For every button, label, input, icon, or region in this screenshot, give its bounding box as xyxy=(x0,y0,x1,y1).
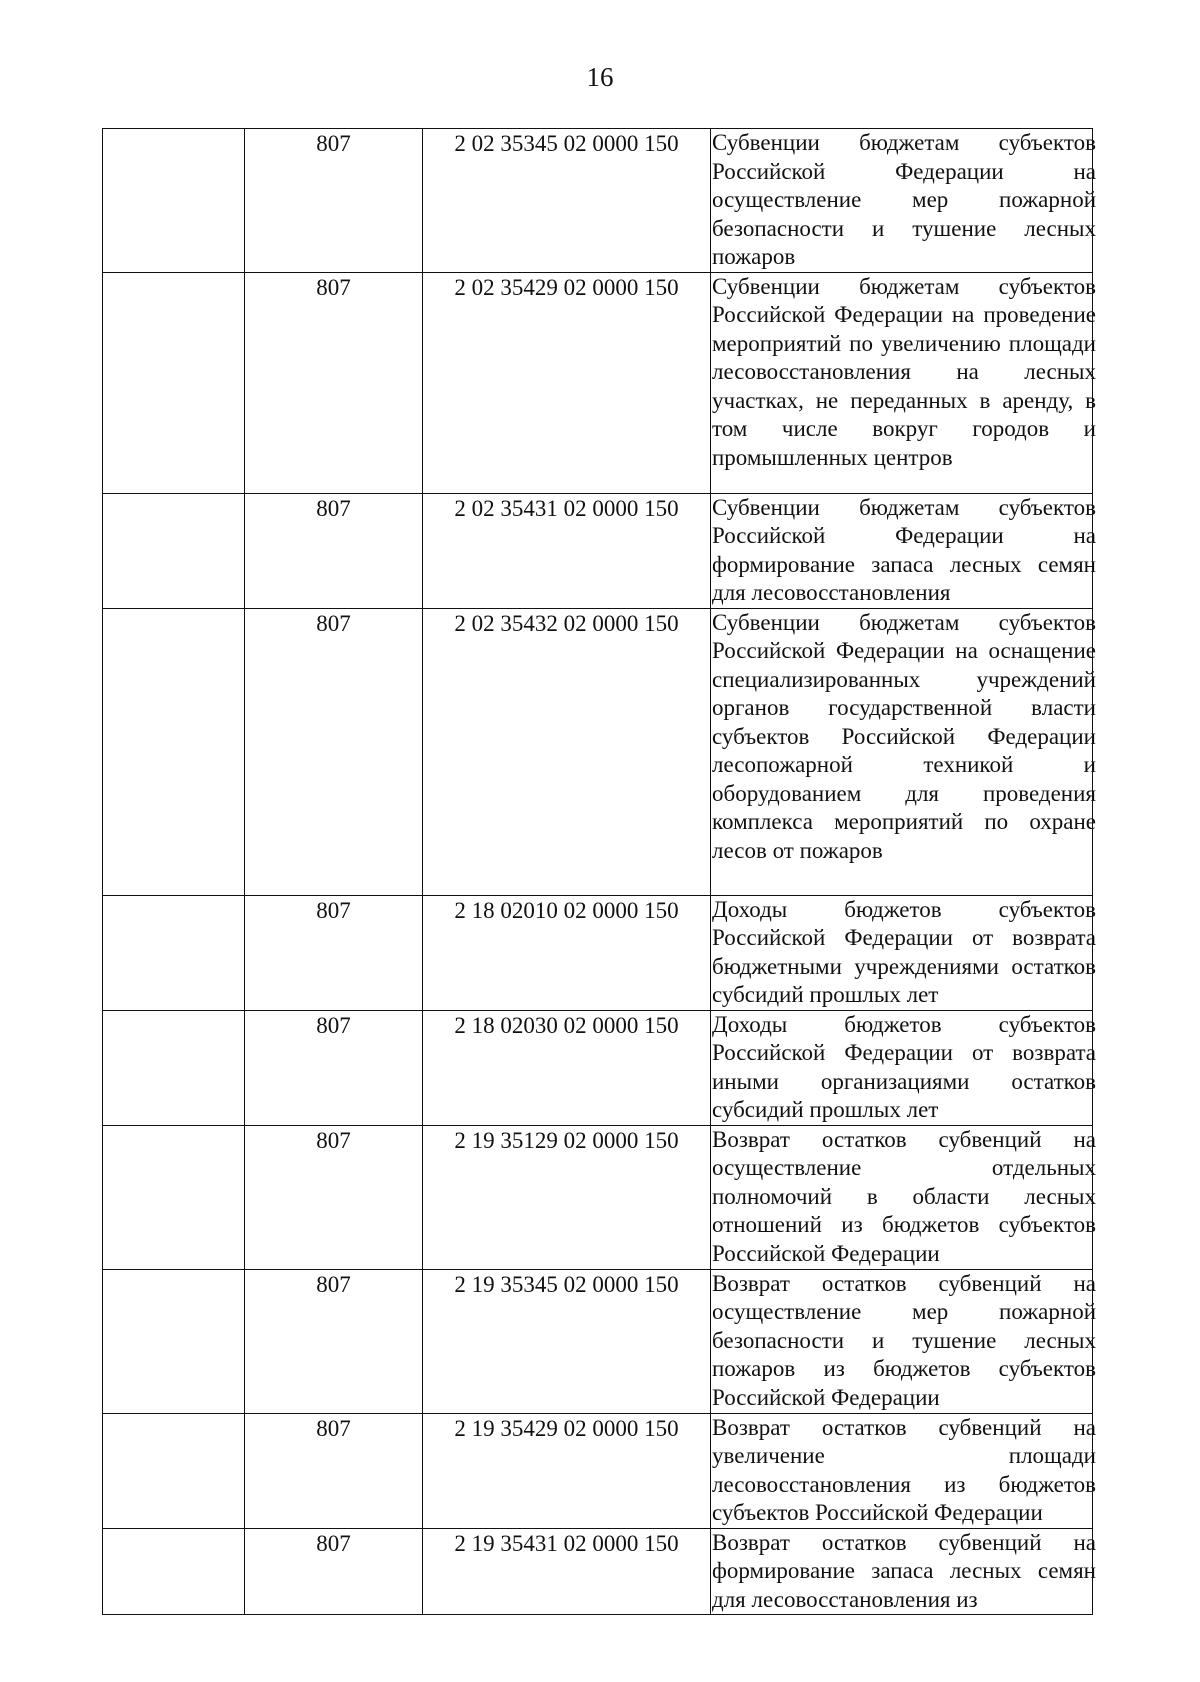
empty-cell xyxy=(103,608,245,895)
description-cell xyxy=(711,1010,1096,1125)
page-number: 16 xyxy=(586,62,614,92)
table-row xyxy=(103,1125,1093,1269)
budget-code-cell: 2 02 35429 02 0000 150 xyxy=(423,272,711,493)
admin-code-cell: 807 xyxy=(245,129,423,273)
empty-cell xyxy=(103,129,245,273)
table-row xyxy=(103,608,1093,895)
description-text: Субвенции бюджетам субъектов Российской Федерации на проведение мероприятий по увеличению площади лесовосстановления на лесных участках, не переданных в аренду, в том числе вокруг городов и промышленных центров xyxy=(712,273,1096,470)
table-row xyxy=(103,1413,1093,1528)
description-cell xyxy=(711,1528,1096,1615)
table-row xyxy=(103,895,1093,1010)
description-cell xyxy=(711,1125,1096,1269)
description-text: Доходы бюджетов субъектов Российской Федерации от возврата иными организациями остатков субсидий прошлых лет xyxy=(712,1011,1096,1122)
table-row xyxy=(103,1528,1093,1615)
description-text: Возврат остатков субвенций на осуществление отдельных полномочий в области лесных отношений из бюджетов субъектов Российской Федерации xyxy=(712,1126,1096,1266)
description-cell xyxy=(711,608,1096,895)
budget-code-cell: 2 19 35129 02 0000 150 xyxy=(423,1125,711,1269)
description-cell xyxy=(711,493,1096,608)
description-text: Субвенции бюджетам субъектов Российской Федерации на оснащение специализированных учреждений органов государственной власти субъектов Российской Федерации лесопожарной техникой и оборудованием для проведения комплекса мероприятий по охране лесов от пожаров xyxy=(712,609,1096,863)
description-text: Возврат остатков субвенций на формирование запаса лесных семян для лесовосстановления из xyxy=(712,1529,1096,1612)
empty-cell xyxy=(103,493,245,608)
table-row xyxy=(103,129,1093,273)
description-cell xyxy=(711,1413,1096,1528)
admin-code-cell: 807 xyxy=(245,895,423,1010)
description-cell xyxy=(711,129,1096,273)
admin-code-cell: 807 xyxy=(245,1528,423,1615)
empty-cell xyxy=(103,1528,245,1615)
description-cell xyxy=(711,895,1096,1010)
budget-code-cell: 2 19 35431 02 0000 150 xyxy=(423,1528,711,1615)
admin-code-cell: 807 xyxy=(245,1413,423,1528)
table-row xyxy=(103,493,1093,608)
budget-code-cell: 2 18 02010 02 0000 150 xyxy=(423,895,711,1010)
empty-cell xyxy=(103,895,245,1010)
budget-code-cell: 2 19 35345 02 0000 150 xyxy=(423,1269,711,1413)
admin-code-cell: 807 xyxy=(245,1010,423,1125)
description-text: Возврат остатков субвенций на осуществление мер пожарной безопасности и тушение лесных пожаров из бюджетов субъектов Российской Федерации xyxy=(712,1270,1096,1410)
admin-code-cell: 807 xyxy=(245,1269,423,1413)
table-row xyxy=(103,1010,1093,1125)
budget-code-cell: 2 02 35432 02 0000 150 xyxy=(423,608,711,895)
budget-code-cell: 2 02 35431 02 0000 150 xyxy=(423,493,711,608)
table-row xyxy=(103,272,1093,493)
budget-code-cell: 2 02 35345 02 0000 150 xyxy=(423,129,711,273)
admin-code-cell: 807 xyxy=(245,608,423,895)
description-cell xyxy=(711,272,1096,493)
description-text: Субвенции бюджетам субъектов Российской Федерации на осуществление мер пожарной безопасности и тушение лесных пожаров xyxy=(712,130,1096,269)
empty-cell xyxy=(103,1125,245,1269)
empty-cell xyxy=(103,272,245,493)
empty-cell xyxy=(103,1269,245,1413)
admin-code-cell: 807 xyxy=(245,493,423,608)
description-text: Возврат остатков субвенций на увеличение площади лесовосстановления из бюджетов субъектов Российской Федерации xyxy=(712,1414,1096,1525)
description-cell xyxy=(711,1269,1096,1413)
budget-codes-table xyxy=(102,128,1096,1615)
table-row xyxy=(103,1269,1093,1413)
description-text: Доходы бюджетов субъектов Российской Федерации от возврата бюджетными учреждениями остатков субсидий прошлых лет xyxy=(712,896,1096,1007)
empty-cell xyxy=(103,1010,245,1125)
budget-code-cell: 2 19 35429 02 0000 150 xyxy=(423,1413,711,1528)
budget-code-cell: 2 18 02030 02 0000 150 xyxy=(423,1010,711,1125)
empty-cell xyxy=(103,1413,245,1528)
description-text: Субвенции бюджетам субъектов Российской Федерации на формирование запаса лесных семян для лесовосстановления xyxy=(712,494,1096,605)
admin-code-cell: 807 xyxy=(245,1125,423,1269)
admin-code-cell: 807 xyxy=(245,272,423,493)
